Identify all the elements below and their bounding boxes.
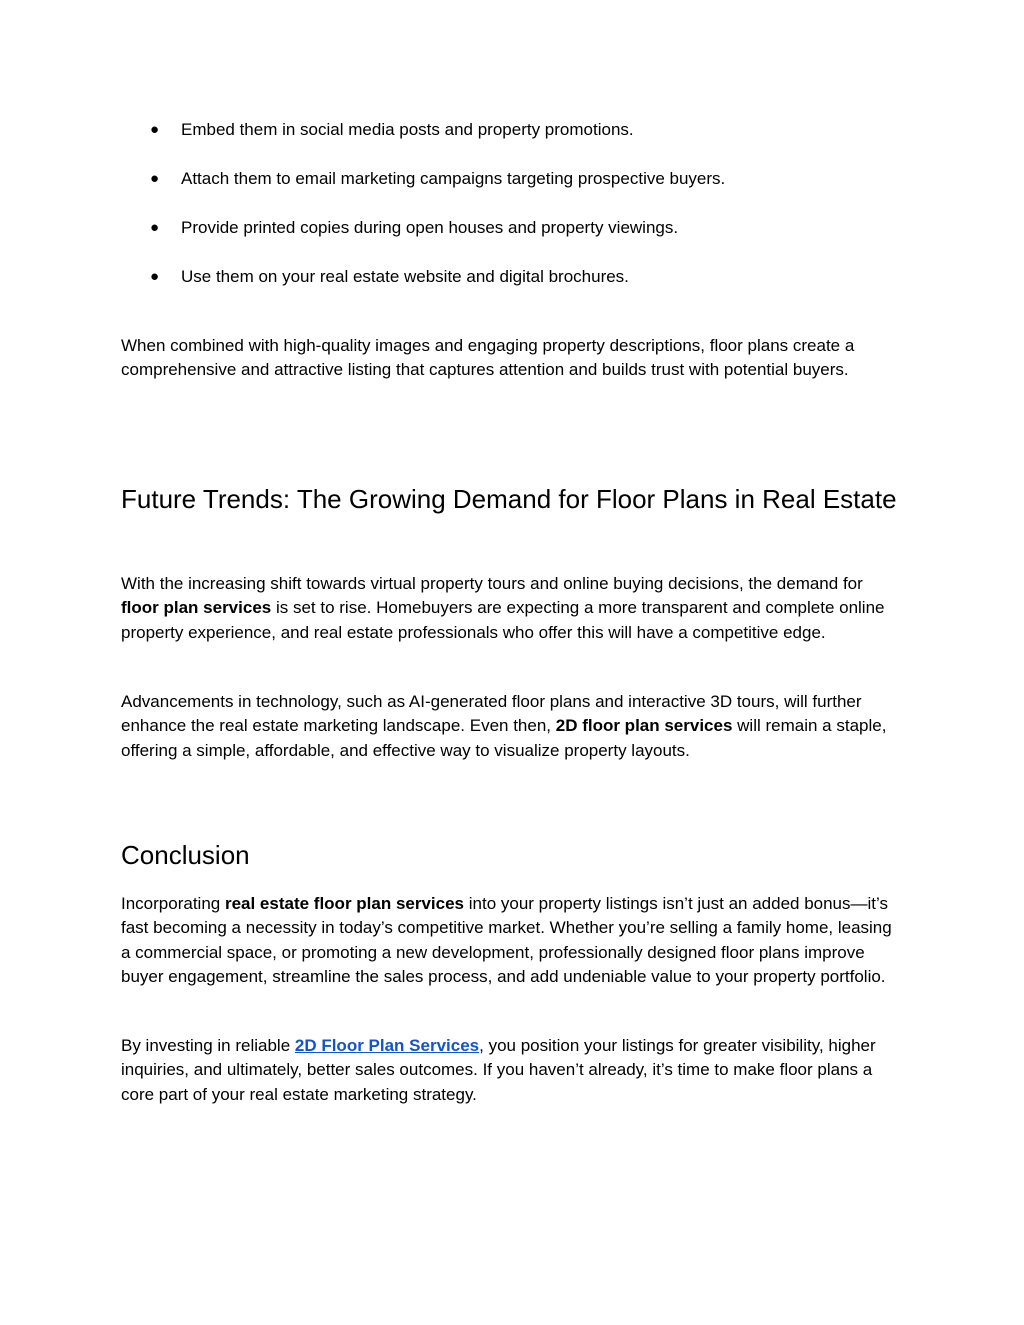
paragraph-text: Incorporating: [121, 894, 225, 913]
conclusion-paragraph-1: [121, 892, 905, 990]
list-item-text: Embed them in social media posts and property promotions.: [181, 120, 634, 139]
bullet-icon: ●: [150, 121, 160, 138]
list-item: [0, 167, 1024, 216]
list-item-text: Attach them to email marketing campaigns targeting prospective buyers.: [181, 169, 726, 188]
paragraph-text: Advancements in technology, such as AI-generated floor plans and interactive 3D tours, will further enhance the real estate marketing landscape. Even then,: [121, 692, 862, 736]
list-item: [0, 118, 1024, 167]
list-item-text: Use them on your real estate website and digital brochures.: [181, 267, 629, 286]
conclusion-heading: Conclusion: [121, 840, 250, 870]
bullet-list: [0, 118, 1024, 314]
paragraph-text: will remain a staple, offering a simple, affordable, and effective way to visualize property layouts.: [121, 716, 887, 760]
paragraph-text: , you position your listings for greater visibility, higher inquiries, and ultimately, better sales outcomes. If you haven’t already, it’s time to make floor plans a core part of your real estate marketing strategy.: [121, 1036, 876, 1104]
paragraph-text: By investing in reliable: [121, 1036, 295, 1055]
intro-paragraph: When combined with high-quality images and engaging property descriptions, floor plans create a comprehensive and attractive listing that captures attention and builds trust with potential buyers.: [121, 336, 855, 380]
bullet-icon: ●: [150, 219, 160, 236]
list-item: [0, 265, 1024, 314]
future-trends-paragraph-2: [121, 690, 905, 763]
bold-term: floor plan services: [121, 598, 272, 618]
bullet-icon: ●: [150, 268, 160, 285]
floor-plan-services-link[interactable]: 2D Floor Plan Services: [294, 1036, 480, 1055]
conclusion-paragraph-2: [121, 1034, 905, 1107]
bullet-icon: ●: [150, 170, 160, 187]
bold-term: real estate floor plan services: [224, 894, 465, 913]
bold-term: 2D floor plan services: [555, 716, 733, 736]
future-trends-paragraph-1: [121, 572, 905, 645]
paragraph-text: is set to rise. Homebuyers are expecting a more transparent and complete online property experience, and real estate professionals who offer this will have a competitive edge.: [121, 598, 885, 642]
paragraph-text: into your property listings isn’t just an added bonus—it’s fast becoming a necessity in today’s competitive market. Whether you’re selling a family home, leasing a commercial space, or promoting a new development, professionally designed floor plans improve buyer engagement, streamline the sales process, and add undeniable value to your property portfolio.: [121, 894, 892, 987]
list-item-text: Provide printed copies during open houses and property viewings.: [181, 218, 679, 237]
paragraph-text: With the increasing shift towards virtual property tours and online buying decisions, the demand for: [121, 574, 863, 593]
future-trends-heading: Future Trends: The Growing Demand for Floor Plans in Real Estate: [121, 484, 897, 514]
list-item: [0, 216, 1024, 265]
